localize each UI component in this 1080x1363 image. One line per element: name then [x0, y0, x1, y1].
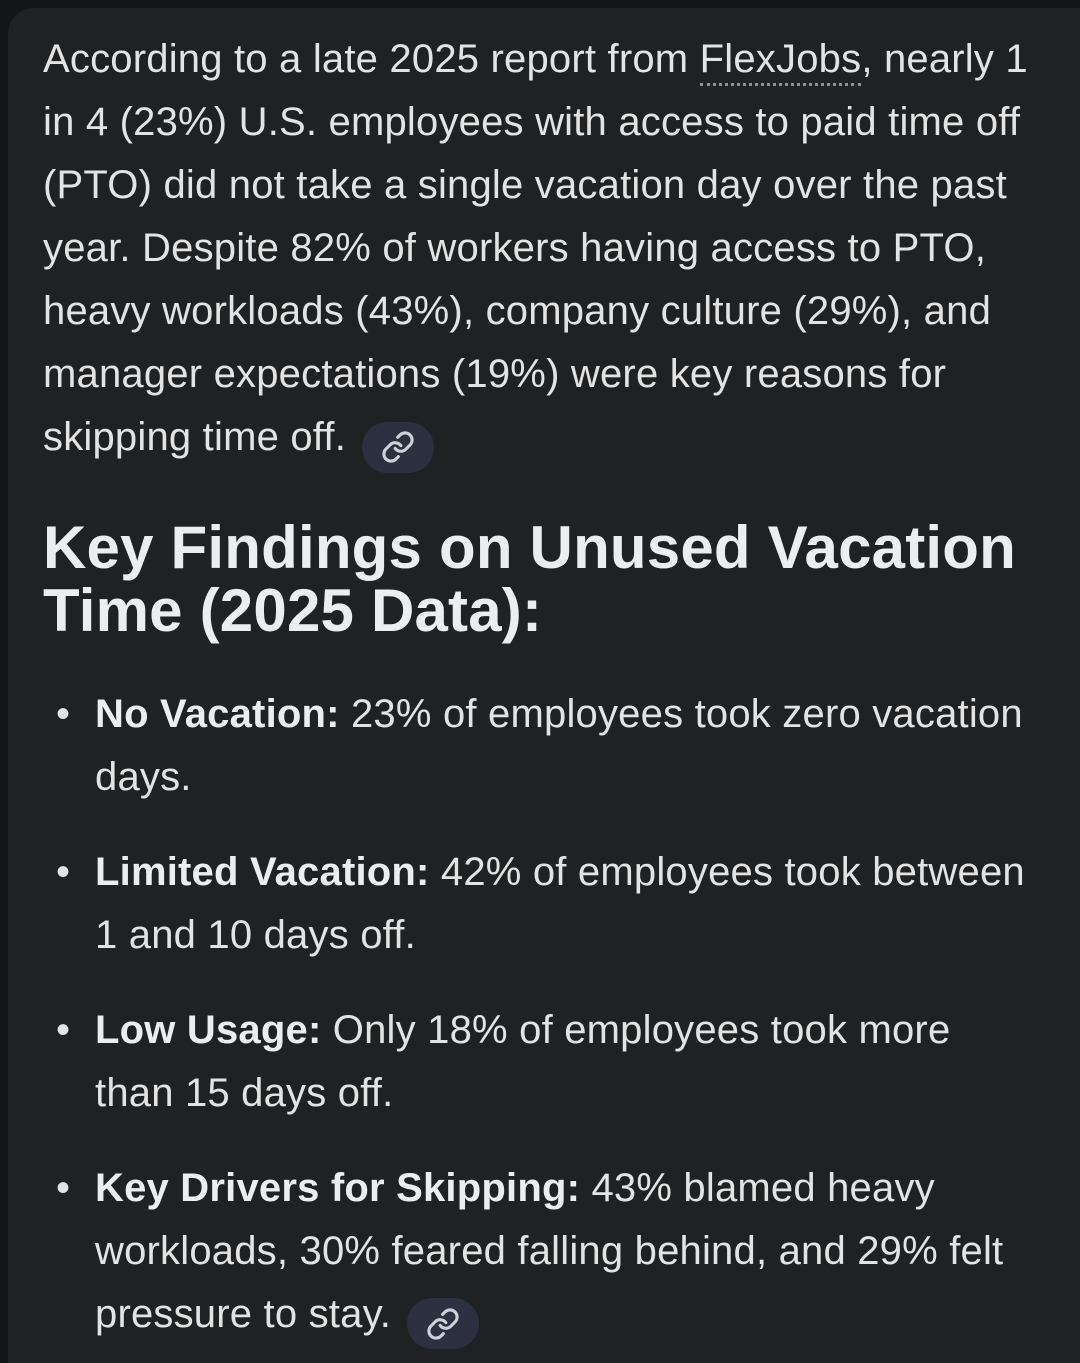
bullet-body: 43% blamed heavy workloads, 30% feared falling behind, and 29% felt pressure to stay.: [95, 1165, 1004, 1336]
link-chain-icon: [426, 1307, 460, 1341]
chat-response-panel: [8, 8, 1080, 1363]
list-item-key-drivers: [43, 1157, 1038, 1350]
bullet-lead: Low Usage:: [95, 1007, 322, 1052]
bullet-lead: Limited Vacation:: [95, 849, 430, 894]
bullet-body: 23% of employees took zero vacation days.: [95, 691, 1023, 799]
bullet-body: 42% of employees took between 1 and 10 days off.: [95, 849, 1025, 957]
findings-list: [43, 683, 1038, 1350]
bullet-lead: No Vacation:: [95, 691, 340, 736]
flexjobs-source-link[interactable]: FlexJobs: [700, 37, 862, 86]
link-chain-icon: [381, 430, 415, 464]
bullet-lead: Key Drivers for Skipping:: [95, 1165, 581, 1210]
list-item-low-usage: [43, 999, 1038, 1125]
paragraph-text-before-link: According to a late 2025 report from: [43, 37, 700, 81]
bullet-body: Only 18% of employees took more than 15 days off.: [95, 1007, 951, 1115]
list-item-no-vacation: [43, 683, 1038, 809]
key-findings-heading: Key Findings on Unused Vacation Time (2025 Data):: [43, 513, 1016, 644]
source-chip-button[interactable]: [407, 1298, 479, 1349]
source-chip-button[interactable]: [362, 422, 434, 473]
paragraph-text-after-link: , nearly 1 in 4 (23%) U.S. employees with access to paid time off (PTO) did not take a single vacation day over the past year. Despite 82% of workers having access to PTO, heavy workloads (43%), company culture (29%), and manager expectations (19%) were key reasons for skipping time off.: [43, 37, 1028, 459]
response-paragraph: [43, 28, 1038, 473]
list-item-limited-vacation: [43, 841, 1038, 967]
